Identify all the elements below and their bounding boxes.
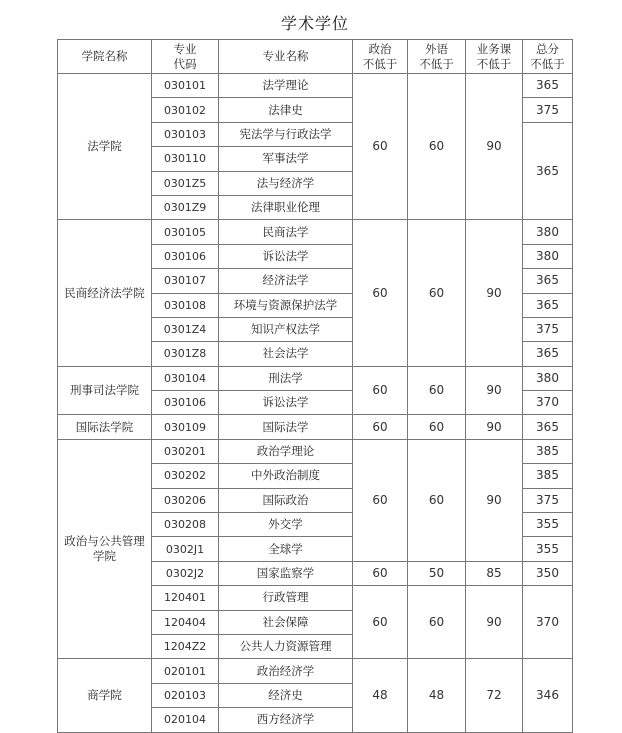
politics-cell: 60	[353, 561, 408, 585]
business-cell: 72	[466, 659, 523, 732]
politics-cell: 60	[353, 415, 408, 439]
major-cell: 中外政治制度	[219, 464, 353, 488]
total-cell: 375	[523, 317, 573, 341]
total-cell: 380	[523, 366, 573, 390]
table-row	[58, 659, 573, 683]
major-cell: 宪法学与行政法学	[219, 122, 353, 146]
code-cell: 020101	[152, 659, 219, 683]
total-cell: 365	[523, 122, 573, 220]
college-cell: 民商经济法学院	[58, 220, 152, 366]
code-cell: 030110	[152, 147, 219, 171]
major-cell: 环境与资源保护法学	[219, 293, 353, 317]
major-cell: 国家监察学	[219, 561, 353, 585]
major-cell: 社会法学	[219, 342, 353, 366]
table-row	[58, 366, 573, 390]
total-cell: 346	[523, 659, 573, 732]
code-cell: 0301Z4	[152, 317, 219, 341]
header-major: 专业名称	[219, 40, 353, 74]
header-politics: 政治 不低于	[353, 40, 408, 74]
major-cell: 法律史	[219, 98, 353, 122]
foreign-cell: 60	[408, 366, 466, 415]
major-cell: 军事法学	[219, 147, 353, 171]
code-cell: 0301Z8	[152, 342, 219, 366]
major-cell: 政治经济学	[219, 659, 353, 683]
total-cell: 365	[523, 293, 573, 317]
major-cell: 法律职业伦理	[219, 195, 353, 219]
code-cell: 020103	[152, 683, 219, 707]
code-cell: 030109	[152, 415, 219, 439]
foreign-cell: 60	[408, 415, 466, 439]
business-cell: 90	[466, 220, 523, 366]
total-cell: 365	[523, 342, 573, 366]
code-cell: 120404	[152, 610, 219, 634]
page-title: 学术学位	[280, 14, 349, 33]
major-cell: 公共人力资源管理	[219, 634, 353, 658]
code-cell: 030102	[152, 98, 219, 122]
total-cell: 375	[523, 488, 573, 512]
college-cell: 法学院	[58, 74, 152, 220]
total-cell: 350	[523, 561, 573, 585]
header-total: 总分 不低于	[523, 40, 573, 74]
major-cell: 全球学	[219, 537, 353, 561]
major-cell: 知识产权法学	[219, 317, 353, 341]
code-cell: 030106	[152, 391, 219, 415]
foreign-cell: 50	[408, 561, 466, 585]
code-cell: 030108	[152, 293, 219, 317]
college-cell: 刑事司法学院	[58, 366, 152, 415]
business-cell: 85	[466, 561, 523, 585]
college-cell: 政治与公共管理 学院	[58, 439, 152, 659]
code-cell: 030202	[152, 464, 219, 488]
politics-cell: 60	[353, 439, 408, 561]
total-cell: 355	[523, 513, 573, 537]
code-cell: 1204Z2	[152, 634, 219, 658]
code-cell: 120401	[152, 586, 219, 610]
major-cell: 行政管理	[219, 586, 353, 610]
code-cell: 030105	[152, 220, 219, 244]
code-cell: 030206	[152, 488, 219, 512]
major-cell: 经济史	[219, 683, 353, 707]
total-cell: 365	[523, 269, 573, 293]
major-cell: 政治学理论	[219, 439, 353, 463]
business-cell: 90	[466, 586, 523, 659]
business-cell: 90	[466, 74, 523, 220]
major-cell: 国际政治	[219, 488, 353, 512]
code-cell: 030106	[152, 244, 219, 268]
major-cell: 经济法学	[219, 269, 353, 293]
major-cell: 刑法学	[219, 366, 353, 390]
foreign-cell: 60	[408, 74, 466, 220]
code-cell: 030208	[152, 513, 219, 537]
politics-cell: 60	[353, 74, 408, 220]
college-cell: 国际法学院	[58, 415, 152, 439]
table-row	[58, 74, 573, 98]
total-cell: 365	[523, 74, 573, 98]
table-row	[58, 220, 573, 244]
total-cell: 380	[523, 220, 573, 244]
code-cell: 0301Z5	[152, 171, 219, 195]
code-cell: 030107	[152, 269, 219, 293]
total-cell: 385	[523, 439, 573, 463]
major-cell: 诉讼法学	[219, 391, 353, 415]
table-row	[58, 415, 573, 439]
header-row	[58, 40, 573, 74]
politics-cell: 60	[353, 366, 408, 415]
total-cell: 370	[523, 391, 573, 415]
code-cell: 030101	[152, 74, 219, 98]
foreign-cell: 60	[408, 586, 466, 659]
major-cell: 法学理论	[219, 74, 353, 98]
major-cell: 社会保障	[219, 610, 353, 634]
business-cell: 90	[466, 439, 523, 561]
code-cell: 020104	[152, 708, 219, 732]
major-cell: 外交学	[219, 513, 353, 537]
politics-cell: 60	[353, 586, 408, 659]
politics-cell: 48	[353, 659, 408, 732]
major-cell: 法与经济学	[219, 171, 353, 195]
major-cell: 国际法学	[219, 415, 353, 439]
college-cell: 商学院	[58, 659, 152, 732]
table-row	[58, 439, 573, 463]
total-cell: 380	[523, 244, 573, 268]
business-cell: 90	[466, 415, 523, 439]
total-cell: 355	[523, 537, 573, 561]
code-cell: 030104	[152, 366, 219, 390]
major-cell: 诉讼法学	[219, 244, 353, 268]
foreign-cell: 48	[408, 659, 466, 732]
total-cell: 385	[523, 464, 573, 488]
major-cell: 西方经济学	[219, 708, 353, 732]
total-cell: 365	[523, 415, 573, 439]
code-cell: 0302J2	[152, 561, 219, 585]
header-college: 学院名称	[58, 40, 152, 74]
business-cell: 90	[466, 366, 523, 415]
code-cell: 030201	[152, 439, 219, 463]
header-foreign: 外语 不低于	[408, 40, 466, 74]
politics-cell: 60	[353, 220, 408, 366]
code-cell: 0301Z9	[152, 195, 219, 219]
code-cell: 0302J1	[152, 537, 219, 561]
major-cell: 民商法学	[219, 220, 353, 244]
foreign-cell: 60	[408, 220, 466, 366]
total-cell: 370	[523, 586, 573, 659]
header-business: 业务课 不低于	[466, 40, 523, 74]
score-table	[57, 39, 573, 733]
code-cell: 030103	[152, 122, 219, 146]
foreign-cell: 60	[408, 439, 466, 561]
total-cell: 375	[523, 98, 573, 122]
header-code: 专业 代码	[152, 40, 219, 74]
